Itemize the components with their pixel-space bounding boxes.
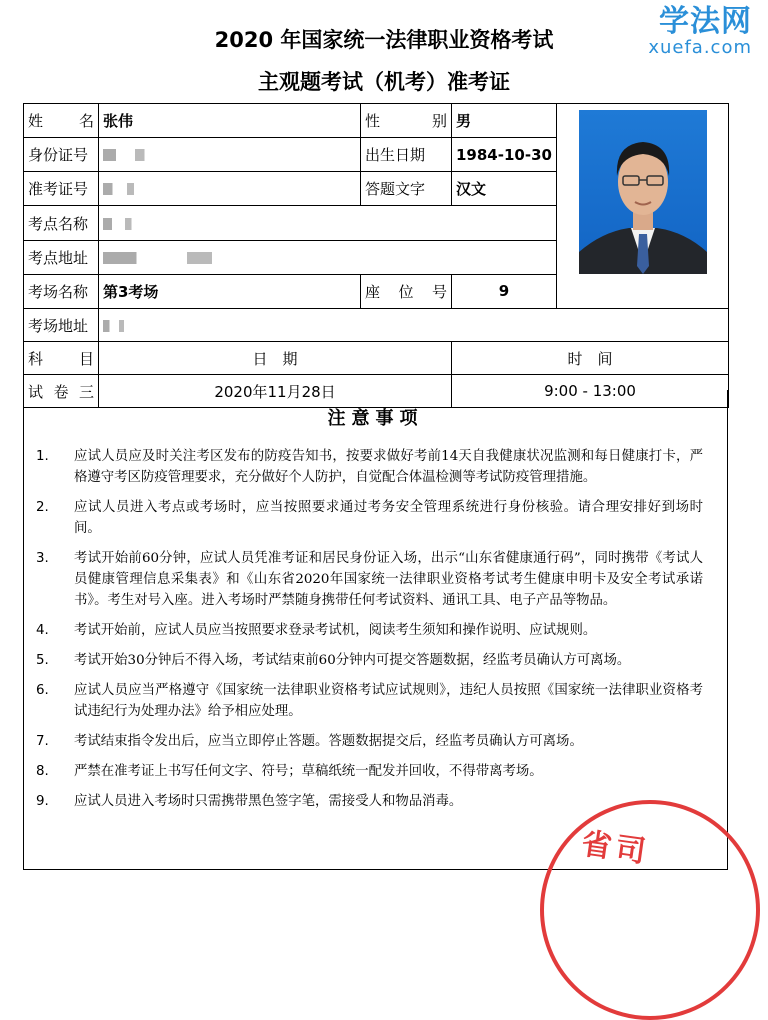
note-item [36, 497, 703, 539]
ticket-label: 准考证号 [24, 172, 99, 206]
birth-value: 1984-10-30 [452, 138, 557, 172]
site-addr-redacted [99, 240, 557, 274]
note-text: 应试人员进入考点或考场时，应当按照要求通过考务安全管理系统进行身份核验。请合理安排好到场时间。 [74, 500, 703, 536]
room-name-label: 考场名称 [24, 274, 99, 308]
site-name-label: 考点名称 [24, 206, 99, 240]
note-item [36, 761, 703, 782]
seal-text: 省司 [579, 826, 652, 871]
note-item [36, 791, 703, 812]
note-num: 5. [36, 653, 49, 668]
subject-header: 科 目 [24, 342, 99, 375]
seat-value: 9 [452, 274, 557, 308]
room-addr-redacted [99, 309, 729, 342]
name-value: 张伟 [99, 104, 361, 138]
gender-value: 男 [452, 104, 557, 138]
site-addr-label: 考点地址 [24, 240, 99, 274]
time-header: 时 间 [452, 342, 729, 375]
date-value: 2020年11月28日 [99, 375, 452, 408]
time-value: 9:00 - 13:00 [452, 375, 729, 408]
note-text: 考试开始30分钟后不得入场，考试结束前60分钟内可提交答题数据，经监考员确认方可离场。 [74, 653, 631, 668]
note-text: 考试结束指令发出后，应当立即停止答题。答题数据提交后，经监考员确认方可离场。 [74, 734, 583, 749]
lang-label: 答题文字 [361, 172, 452, 206]
name-label: 姓 名 [24, 104, 99, 138]
note-item [36, 548, 703, 611]
note-num: 3. [36, 551, 49, 566]
note-text: 应试人员进入考场时只需携带黑色签字笔，需接受人和物品消毒。 [74, 794, 463, 809]
birth-label: 出生日期 [361, 138, 452, 172]
subject-value: 试卷三 [24, 375, 99, 408]
lang-value: 汉文 [452, 172, 557, 206]
notes-list [24, 446, 727, 812]
site-name-redacted [99, 206, 557, 240]
note-text: 应试人员应当严格遵守《国家统一法律职业资格考试应试规则》，违纪人员按照《国家统一法律职业资格考试违纪行为处理办法》给予相应处理。 [74, 683, 703, 719]
logo-cn: 学法网 [659, 4, 752, 39]
note-num: 4. [36, 623, 49, 638]
note-num: 8. [36, 764, 49, 779]
note-item [36, 650, 703, 671]
title-line1: 2020 年国家统一法律职业资格考试 [214, 28, 554, 52]
date-header: 日 期 [99, 342, 452, 375]
xuefa-logo [648, 6, 752, 58]
note-num: 7. [36, 734, 49, 749]
id-label: 身份证号 [24, 138, 99, 172]
note-text: 考试开始前，应试人员应当按照要求登录考试机，阅读考生须知和操作说明、应试规则。 [74, 623, 597, 638]
note-item [36, 620, 703, 641]
note-text: 严禁在准考证上书写任何文字、符号；草稿纸统一配发并回收，不得带离考场。 [74, 764, 543, 779]
photo-cell [557, 104, 729, 309]
gender-label: 性 别 [361, 104, 452, 138]
room-name-value: 第3考场 [99, 274, 361, 308]
note-item [36, 446, 703, 488]
candidate-photo [557, 104, 729, 304]
id-value-redacted [99, 138, 361, 172]
note-num: 9. [36, 794, 49, 809]
note-text: 考试开始前60分钟，应试人员凭准考证和居民身份证入场，出示“山东省健康通行码”，同时携带《考试人员健康管理信息采集表》和《山东省2020年国家统一法律职业资格考试考生健康申明卡及安全考试承诺书》。考生对号入座。进入考场时严禁随身携带任何考试资料、通讯工具、电子产品等物品。 [74, 551, 703, 608]
title-line2: 主观题考试（机考）准考证 [258, 70, 510, 94]
seat-label: 座 位 号 [361, 274, 452, 308]
note-text: 应试人员应及时关注考区发布的防疫告知书，按要求做好考前14天自我健康状况监测和每日健康打卡，严格遵守考区防疫管理要求，充分做好个人防护，自觉配合体温检测等考试防疫管理措施。 [74, 449, 703, 485]
notes-title: 注意事项 [327, 408, 424, 429]
room-addr-label: 考场地址 [24, 309, 99, 342]
logo-en: xuefa.com [648, 37, 752, 58]
admission-info-table [23, 103, 729, 408]
note-num: 2. [36, 500, 49, 515]
note-item [36, 680, 703, 722]
note-item [36, 731, 703, 752]
notes-section [23, 390, 728, 870]
note-num: 1. [36, 449, 49, 464]
note-num: 6. [36, 683, 49, 698]
ticket-value-redacted [99, 172, 361, 206]
